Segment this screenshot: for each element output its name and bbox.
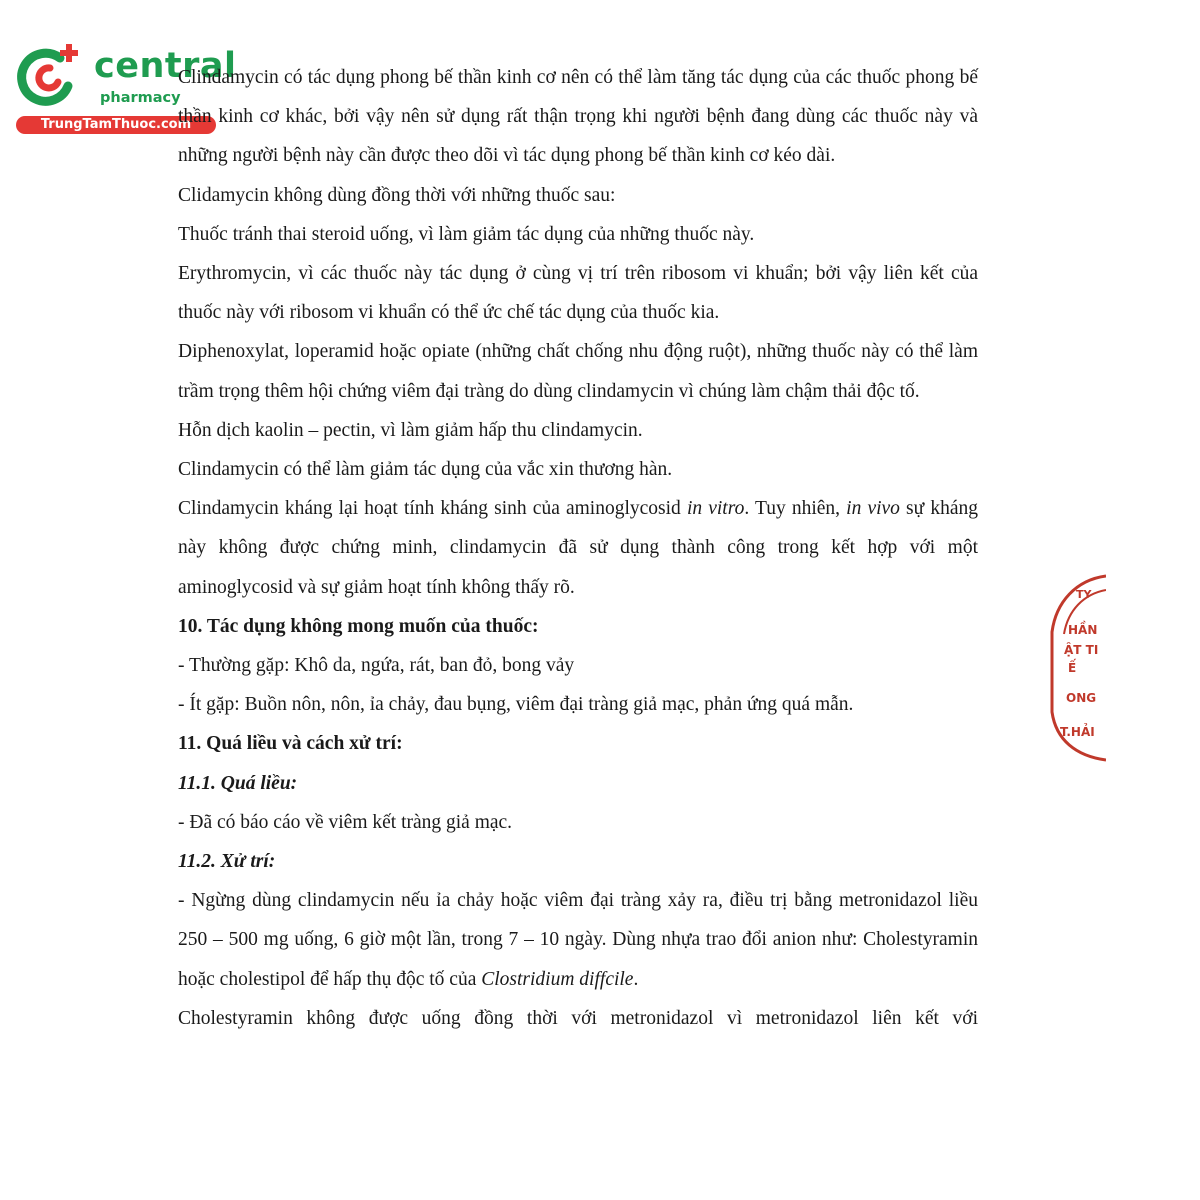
list-item-uncommon: - Ít gặp: Buồn nôn, nôn, ỉa chảy, đau bụng, viêm đại tràng giả mạc, phản ứng quá mẫn. [178, 694, 854, 716]
logo-sub-text: pharmacy [100, 90, 181, 106]
heading-section-10: 10. Tác dụng không mong muốn của thuốc: [178, 615, 539, 637]
stamp-line: HẦN [1068, 623, 1098, 637]
paragraph-vaccine: Clindamycin có thể làm giảm tác dụng của vắc xin thương hàn. [178, 459, 673, 481]
paragraph-aminoglycosid [178, 489, 978, 607]
text-span: . Tuy nhiên, [744, 498, 847, 520]
document-body [178, 58, 978, 1038]
stamp-line: ẬT TI [1064, 643, 1099, 657]
paragraph-erythromycin: Erythromycin, vì các thuốc này tác dụng ở cùng vị trí trên ribosom vi khuẩn; bởi vậy liên kết của thuốc này với ribosom vi khuẩn có thể ức chế tác dụng của thuốc kia. [178, 263, 978, 324]
paragraph-cholestyramin: Cholestyramin không được uống đồng thời với metronidazol vì metronidazol liên kết với [178, 1007, 978, 1029]
list-item-common: - Thường gặp: Khô da, ngứa, rát, ban đỏ, bong vảy [178, 655, 575, 677]
paragraph-contraceptive: Thuốc tránh thai steroid uống, vì làm giảm tác dụng của những thuốc này. [178, 223, 755, 245]
company-stamp [1046, 572, 1106, 762]
heading-section-11-1: 11.1. Quá liều: [178, 772, 298, 794]
text-span: Clindamycin kháng lại hoạt tính kháng sinh của aminoglycosid [178, 498, 687, 520]
stamp-line: TY [1076, 588, 1092, 601]
italic-clostridium: Clostridium diffcile [481, 968, 634, 990]
stamp-line: Ế [1068, 661, 1077, 675]
text-span: - Ngừng dùng clindamycin nếu ỉa chảy hoặc viêm đại tràng xảy ra, điều trị bằng metronidazol liều 250 – 500 mg uống, 6 giờ một lần, trong 7 – 10 ngày. Dùng nhựa trao đổi anion như: Cholestyramin hoặc cholestipol để hấp thụ độc tố của [178, 890, 978, 990]
text-span: sự kháng này không được chứng minh, clindamycin đã sử dụng thành công trong kết hợp với một aminoglycosid và sự giảm hoạt tính không thấy rõ. [178, 498, 978, 598]
stamp-line: T.HẢI [1060, 725, 1095, 739]
logo-banner: TrungTamThuoc.com [16, 116, 216, 134]
paragraph-kaolin: Hỗn dịch kaolin – pectin, vì làm giảm hấp thu clindamycin. [178, 419, 643, 441]
heading-section-11: 11. Quá liều và cách xử trí: [178, 733, 403, 755]
logo-brand-text: central [94, 46, 237, 86]
text-span: . [633, 968, 639, 990]
paragraph-neuromuscular: Clindamycin có tác dụng phong bế thần kinh cơ nên có thể làm tăng tác dụng của các thuốc phong bế thần kinh cơ khác, bởi vậy nên sử dụng rất thận trọng khi người bệnh đang dùng các thuốc này và những người bệnh này cần được theo dõi vì tác dụng phong bế thần kinh cơ kéo dài. [178, 67, 978, 167]
paragraph-interactions-intro: Clidamycin không dùng đồng thời với những thuốc sau: [178, 184, 616, 206]
pharmacy-cross-icon [12, 38, 88, 114]
paragraph-diphenoxylat: Diphenoxylat, loperamid hoặc opiate (những chất chống nhu động ruột), những thuốc này có thể làm trầm trọng thêm hội chứng viêm đại tràng do dùng clindamycin vì chúng làm chậm thải độc tố. [178, 341, 978, 402]
list-item-overdose: - Đã có báo cáo về viêm kết tràng giả mạc. [178, 811, 513, 833]
stamp-line: ONG [1066, 691, 1097, 705]
list-item-treatment [178, 881, 978, 999]
italic-in-vitro: in vitro [686, 498, 745, 520]
heading-section-11-2: 11.2. Xử trí: [178, 851, 276, 873]
italic-in-vivo: in vivo [846, 498, 900, 520]
